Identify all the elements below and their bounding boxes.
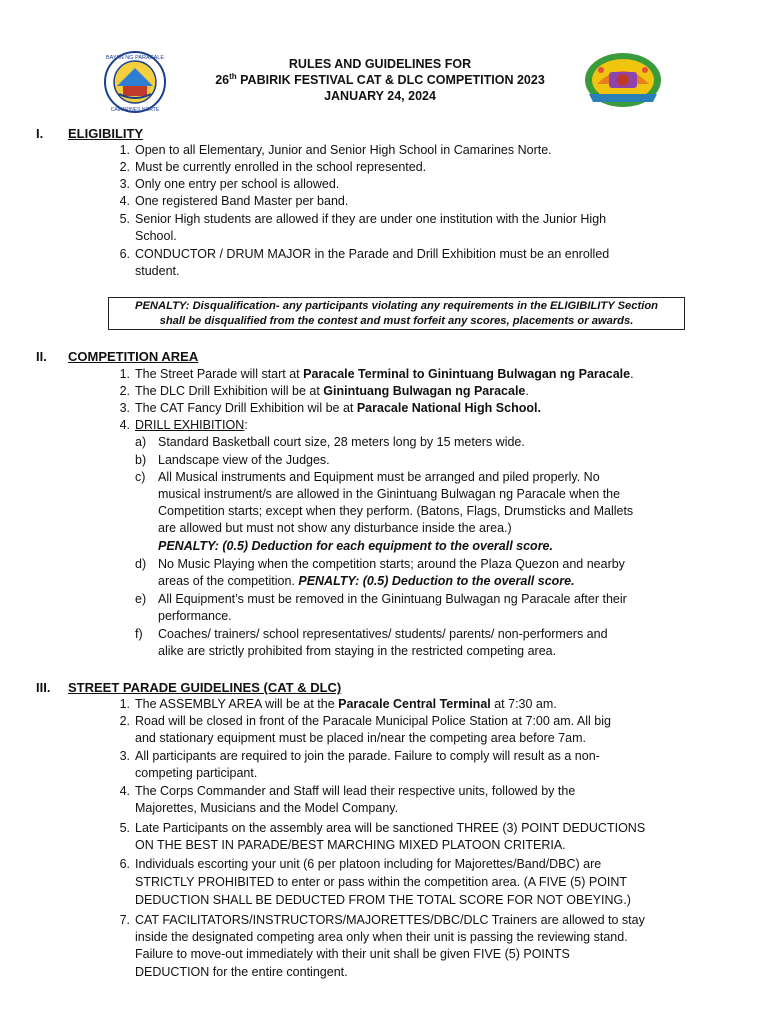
list-item: Road will be closed in front of the Paracale Municipal Police Station at 7:00 am. All big xyxy=(135,714,611,728)
sub-list-item: Landscape view of the Judges. xyxy=(158,453,330,467)
title-ordinal-suffix: th xyxy=(229,71,237,81)
sub-list-item-continued: Competition starts; except when they perform. (Batons, Flags, Drumsticks and Mallets xyxy=(158,504,634,518)
title-line-1: RULES AND GUIDELINES FOR xyxy=(288,57,472,71)
list-item-continued: student. xyxy=(135,264,180,278)
sub-list-marker: d) xyxy=(135,557,147,571)
penalty-note: PENALTY: (0.5) Deduction for each equipment to the overall score. xyxy=(158,539,553,553)
sub-list-marker: e) xyxy=(135,592,147,606)
list-item-continued: competing participant. xyxy=(135,766,258,780)
list-item-continued: and stationary equipment must be placed in/near the competing area before 7am. xyxy=(135,731,586,745)
list-item: Open to all Elementary, Junior and Senior High School in Camarines Norte. xyxy=(135,143,552,157)
list-item-continued: DEDUCTION SHALL BE DEDUCTED FROM THE TOTAL SCORE FOR NOT OBEYING.) xyxy=(135,893,631,907)
sub-list-marker: b) xyxy=(135,453,147,467)
list-item: DRILL EXHIBITION: xyxy=(135,418,248,432)
svg-text:CAMARINES NORTE: CAMARINES NORTE xyxy=(110,107,160,113)
sub-list-item-continued: alike are strictly prohibited from staying in the restricted competing area. xyxy=(158,644,557,658)
sub-list-item: Coaches/ trainers/ school representatives/ students/ parents/ non-performers and xyxy=(158,627,608,641)
list-marker: 3. xyxy=(119,749,130,763)
penalty-line-1: PENALTY: Disqualification- any participants violating any requirements in the ELIGIBILITY Section xyxy=(135,300,658,312)
list-item: All participants are required to join the parade. Failure to comply will result as a non- xyxy=(135,749,600,763)
list-item-continued: Failure to move-out immediately with their unit shall be given FIVE (5) POINTS xyxy=(135,947,570,961)
sub-list-item: Standard Basketball court size, 28 meters long by 15 meters wide. xyxy=(158,435,525,449)
list-item-continued: ON THE BEST IN PARADE/BEST MARCHING MIXED PLATOON CRITERIA. xyxy=(135,838,566,852)
section-1-number: I. xyxy=(36,126,44,141)
list-item: The CAT Fancy Drill Exhibition wil be at Paracale National High School. xyxy=(135,401,541,415)
sub-list-marker: f) xyxy=(135,627,143,641)
list-marker: 5. xyxy=(119,821,130,835)
title-line-2 xyxy=(180,72,580,88)
eligibility-penalty-box xyxy=(108,297,685,330)
list-marker: 4. xyxy=(119,194,130,208)
document-title xyxy=(180,56,580,104)
sub-list-item: All Musical instruments and Equipment must be arranged and piled properly. No xyxy=(158,470,600,484)
list-marker: 3. xyxy=(119,177,130,191)
list-item-continued: inside the designated competing area only when their unit is passing the reviewing stand. xyxy=(135,930,628,944)
title-event: PABIRIK FESTIVAL CAT & DLC COMPETITION 2023 xyxy=(236,73,545,87)
section-1-title: ELIGIBILITY xyxy=(68,126,144,141)
sub-list-item: All Equipment’s must be removed in the Ginintuang Bulwagan ng Paracale after their xyxy=(158,592,627,606)
list-marker: 6. xyxy=(119,247,130,261)
sub-list-marker: a) xyxy=(135,435,147,449)
section-2-number: II. xyxy=(36,349,47,364)
list-marker: 1. xyxy=(119,697,130,711)
list-marker: 2. xyxy=(119,384,130,398)
list-item: The ASSEMBLY AREA will be at the Paracale Central Terminal at 7:30 am. xyxy=(135,697,557,711)
list-item: The Corps Commander and Staff will lead their respective units, followed by the xyxy=(135,784,576,798)
list-item: Must be currently enrolled in the school represented. xyxy=(135,160,427,174)
title-line-3: JANUARY 24, 2024 xyxy=(324,89,436,103)
sub-list-item-continued: areas of the competition. PENALTY: (0.5) Deduction to the overall score. xyxy=(158,574,575,588)
list-marker: 1. xyxy=(119,367,130,381)
list-item-continued: Majorettes, Musicians and the Model Company. xyxy=(135,801,399,815)
list-item-continued: School. xyxy=(135,229,177,243)
list-item: Senior High students are allowed if they are under one institution with the Junior High xyxy=(135,212,607,226)
list-item: The DLC Drill Exhibition will be at Ginintuang Bulwagan ng Paracale. xyxy=(135,384,529,398)
section-2-title: COMPETITION AREA xyxy=(68,349,199,364)
title-ordinal: 26 xyxy=(215,73,230,87)
list-item: One registered Band Master per band. xyxy=(135,194,349,208)
section-3-title: STREET PARADE GUIDELINES (CAT & DLC) xyxy=(68,680,342,695)
list-item: Individuals escorting your unit (6 per platoon including for Majorettes/Band/DBC) are xyxy=(135,857,602,871)
list-marker: 6. xyxy=(119,857,130,871)
penalty-line-2: shall be disqualified from the contest and must forfeit any scores, placements or awards. xyxy=(159,315,634,327)
list-item-continued: STRICTLY PROHIBITED to enter or pass within the competition area. (A FIVE (5) POINT xyxy=(135,875,628,889)
list-item: CAT FACILITATORS/INSTRUCTORS/MAJORETTES/DBC/DLC Trainers are allowed to stay xyxy=(135,913,645,927)
list-item: CONDUCTOR / DRUM MAJOR in the Parade and Drill Exhibition must be an enrolled xyxy=(135,247,610,261)
list-item-continued: DEDUCTION for the entire contingent. xyxy=(135,965,348,979)
list-marker: 3. xyxy=(119,401,130,415)
municipal-seal-icon xyxy=(103,50,167,114)
list-marker: 7. xyxy=(119,913,130,927)
festival-logo-icon xyxy=(583,50,663,110)
sub-list-item-continued: are allowed but must not show any disturbance inside the area.) xyxy=(158,521,512,535)
list-marker: 1. xyxy=(119,143,130,157)
list-marker: 2. xyxy=(119,714,130,728)
list-item: Late Participants on the assembly area will be sanctioned THREE (3) POINT DEDUCTIONS xyxy=(135,821,646,835)
list-marker: 4. xyxy=(119,418,130,432)
sub-list-marker: c) xyxy=(135,470,146,484)
sub-list-item-continued: performance. xyxy=(158,609,232,623)
sub-list-item-continued: musical instrument/s are allowed in the Ginintuang Bulwagan ng Paracale when the xyxy=(158,487,621,501)
list-item: Only one entry per school is allowed. xyxy=(135,177,340,191)
list-marker: 4. xyxy=(119,784,130,798)
svg-text:BAYAN NG PARACALE: BAYAN NG PARACALE xyxy=(105,55,165,61)
list-marker: 5. xyxy=(119,212,130,226)
section-3-number: III. xyxy=(36,680,51,695)
list-item: The Street Parade will start at Paracale Terminal to Ginintuang Bulwagan ng Paracale. xyxy=(135,367,634,381)
list-marker: 2. xyxy=(119,160,130,174)
sub-list-item: No Music Playing when the competition starts; around the Plaza Quezon and nearby xyxy=(158,557,625,571)
